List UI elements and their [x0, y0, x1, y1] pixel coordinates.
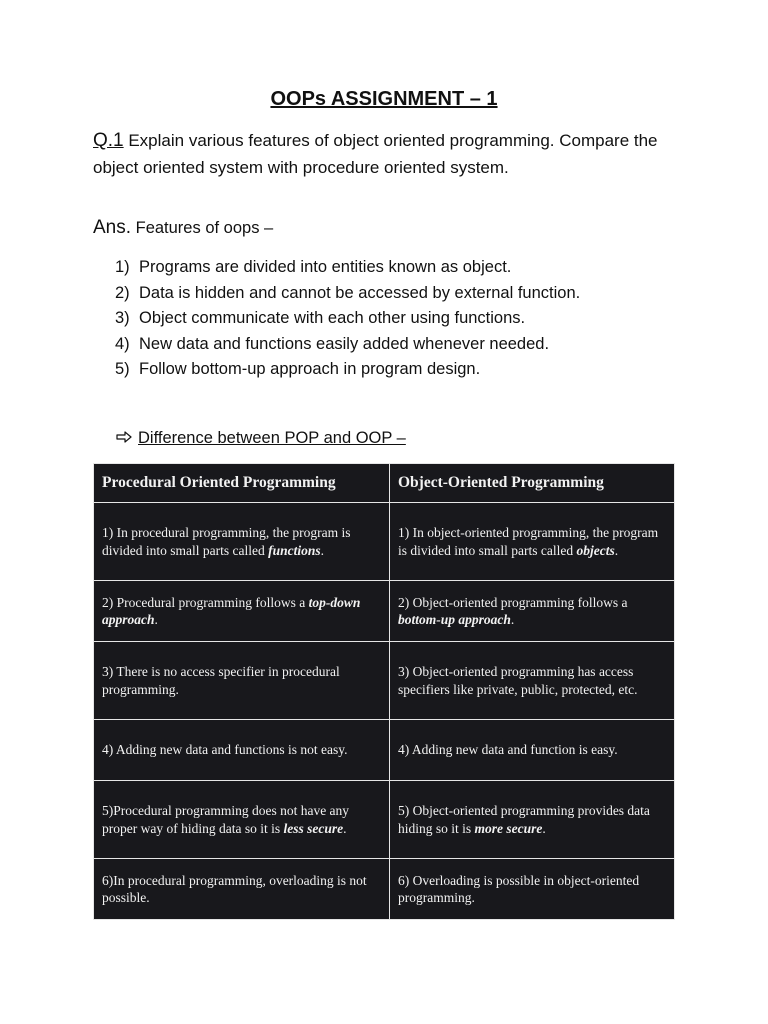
table-cell-pop [94, 642, 390, 720]
table-cell-oop [390, 781, 675, 859]
comparison-table [93, 463, 675, 920]
cell-emphasis: bottom-up approach [398, 612, 511, 627]
table-cell-pop [94, 859, 390, 920]
header-pop: Procedural Oriented Programming [94, 464, 390, 503]
cell-text: 1) In object-oriented programming, the program is divided into small parts called [398, 525, 659, 558]
cell-emphasis: objects [576, 542, 615, 558]
list-item-text: Object communicate with each other using functions. [139, 309, 526, 327]
answer-label: Ans. [93, 217, 132, 238]
cell-text: 4) Adding new data and function is easy. [398, 742, 618, 758]
table-cell-oop [390, 859, 675, 920]
cell-text-end: . [614, 542, 619, 558]
list-item [115, 306, 580, 332]
list-item-text: Data is hidden and cannot be accessed by external function. [139, 283, 581, 302]
table-cell-pop [94, 720, 390, 781]
table-row [94, 642, 675, 720]
page-title: OOPs ASSIGNMENT – 1 [270, 88, 498, 110]
cell-text: 5)Procedural programming does not have any proper way of hiding data so it is [102, 803, 350, 836]
features-list [115, 255, 580, 383]
cell-emphasis: less secure [283, 820, 344, 836]
table-cell-oop [390, 642, 675, 720]
table-cell-oop [390, 720, 675, 781]
list-item-number: 2) [115, 283, 130, 302]
question-block [93, 128, 693, 181]
arrow-right-icon [116, 429, 138, 448]
question-label: Q.1 [93, 130, 124, 151]
cell-text-end: . [343, 820, 347, 836]
question-text: Explain various features of object oriented programming. Compare the object oriented system with procedure oriented system. [93, 131, 658, 177]
list-item [115, 332, 580, 358]
table-cell-oop [390, 503, 675, 581]
table-cell-pop [94, 581, 390, 642]
list-item-number: 3) [115, 309, 130, 327]
table-header-row [94, 464, 675, 503]
cell-text-end: . [542, 820, 546, 836]
cell-text: 6) Overloading is possible in object-oriented programming. [398, 872, 640, 905]
cell-text-end: . [154, 612, 158, 627]
cell-text: 2) Object-oriented programming follows a [398, 594, 628, 610]
cell-text: 5) Object-oriented programming provides data hiding so it is [398, 803, 650, 836]
cell-emphasis: more secure [474, 820, 543, 836]
cell-emphasis: top-down approach [102, 594, 361, 627]
difference-heading [116, 429, 406, 448]
cell-emphasis: functions [268, 542, 321, 558]
table-cell-pop [94, 503, 390, 581]
difference-heading-text: Difference between POP and OOP – [138, 429, 406, 447]
cell-text: 6)In procedural programming, overloading is not possible. [102, 872, 367, 905]
table-row [94, 503, 675, 581]
table-cell-oop [390, 581, 675, 642]
answer-intro-text: Features of oops – [131, 219, 274, 237]
list-item [115, 255, 580, 281]
list-item-text: Programs are divided into entities known as object. [139, 258, 512, 276]
list-item-number: 5) [115, 360, 130, 378]
table-row [94, 859, 675, 920]
table-row [94, 581, 675, 642]
cell-text: 1) In procedural programming, the program is divided into small parts called [102, 525, 351, 558]
table-row [94, 720, 675, 781]
table-cell-pop [94, 781, 390, 859]
table-row [94, 781, 675, 859]
answer-intro [93, 217, 273, 239]
list-item-text: Follow bottom-up approach in program design. [139, 360, 481, 378]
list-item [115, 281, 580, 307]
header-oop: Object-Oriented Programming [390, 464, 675, 503]
list-item-number: 4) [115, 334, 130, 353]
cell-text-end: . [320, 542, 324, 558]
list-item [115, 357, 580, 383]
cell-text: 2) Procedural programming follows a [102, 594, 309, 610]
cell-text-end: . [510, 612, 515, 627]
cell-text: 3) There is no access specifier in procedural programming. [102, 664, 340, 697]
cell-text: 4) Adding new data and functions is not easy. [102, 742, 348, 758]
list-item-text: New data and functions easily added whenever needed. [139, 334, 550, 353]
cell-text: 3) Object-oriented programming has access specifiers like private, public, protected, etc. [398, 664, 638, 697]
list-item-number: 1) [115, 258, 130, 276]
